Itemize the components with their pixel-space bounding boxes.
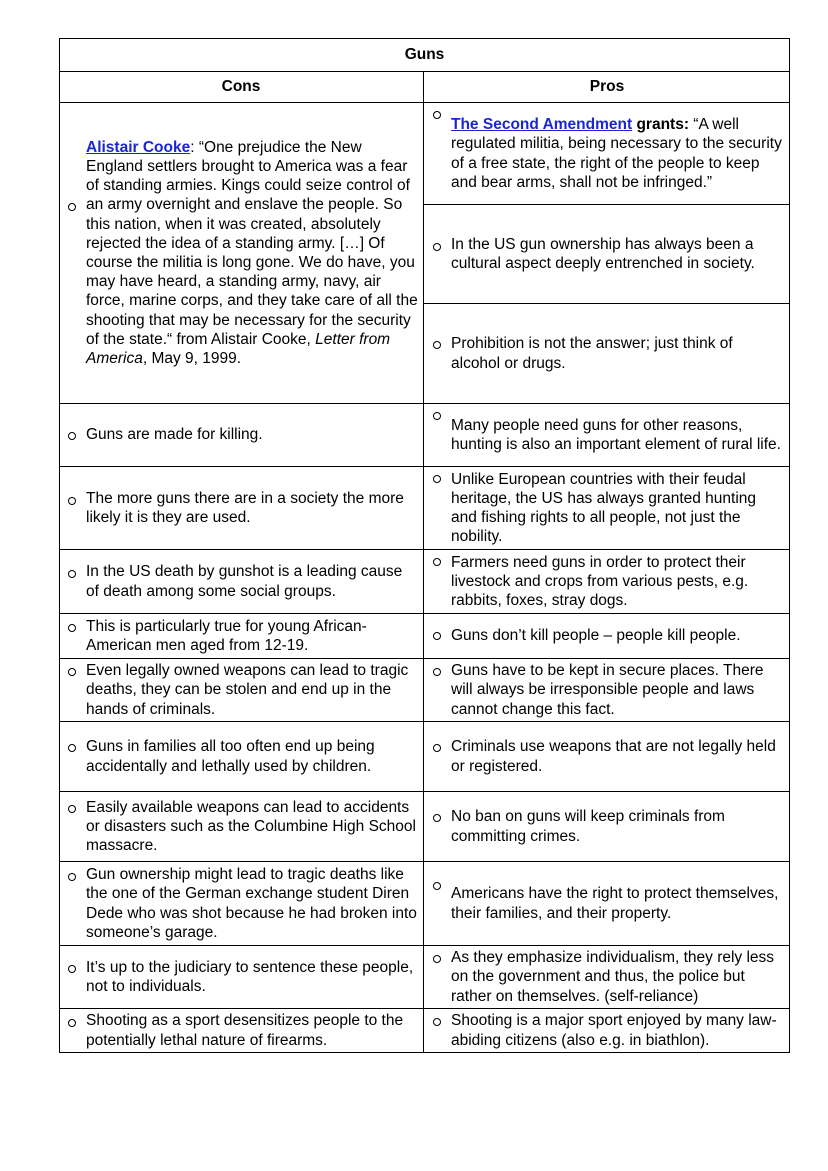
bullet-icon	[68, 497, 76, 505]
bullet-icon	[68, 203, 76, 211]
pros-item-3	[424, 304, 790, 403]
cons-item-10	[59, 946, 423, 1008]
source-title: Letter from America	[86, 330, 391, 368]
bullet-icon	[68, 1019, 76, 1027]
cons-item-text: It’s up to the judiciary to sentence these people, not to individuals.	[86, 958, 414, 995]
pros-item-12	[424, 946, 790, 1008]
pros-item-10	[424, 792, 790, 861]
alistair-cooke-link[interactable]: Alistair Cooke	[86, 138, 191, 156]
bullet-icon	[433, 814, 441, 822]
amendment-quote: “A well regulated militia, being necessary to the security of a free state, the right of the people to keep and bear arms, shall not be infringed.”	[451, 116, 782, 191]
cons-item-4	[59, 550, 423, 613]
bullet-icon	[433, 1018, 441, 1026]
bullet-icon	[68, 668, 76, 676]
pros-item-2	[424, 205, 790, 303]
pros-item-text: Many people need guns for other reasons, hunting is also an important element of rural life.	[451, 416, 781, 453]
guns-table	[59, 38, 790, 1053]
pros-item-7	[424, 614, 790, 658]
table-title: Guns	[404, 46, 445, 63]
cons-item-7	[59, 722, 423, 791]
cons-item-9	[59, 862, 423, 945]
cons-item-text: Gun ownership might lead to tragic deaths like the one of the German exchange student Diren Dede who was shot because he had broken into someone’s garage.	[86, 866, 417, 941]
pros-item-text: As they emphasize individualism, they rely less on the government and thus, the police but rather on themselves. (self-reliance)	[451, 949, 775, 1005]
pros-item-text: Prohibition is not the answer; just think of alcohol or drugs.	[451, 335, 733, 372]
cons-item-text: The more guns there are in a society the more likely it is they are used.	[86, 489, 404, 526]
bullet-icon	[433, 243, 441, 251]
bullet-icon	[68, 805, 76, 813]
cons-item-3	[59, 467, 423, 549]
pros-item-5	[424, 467, 790, 549]
bullet-icon	[68, 965, 76, 973]
bullet-icon	[68, 432, 76, 440]
pros-item-text: Guns don’t kill people – people kill people.	[451, 627, 741, 645]
table-border	[59, 1052, 790, 1053]
pros-item-text: Criminals use weapons that are not legally held or registered.	[451, 738, 776, 775]
bullet-icon	[68, 744, 76, 752]
cons-item-text: Guns are made for killing.	[86, 426, 263, 444]
pros-item-1	[424, 103, 790, 204]
pros-item-text: Unlike European countries with their feudal heritage, the US has always granted hunting and fishing rights to all people, not just the nobility.	[451, 470, 757, 546]
cons-item-2	[59, 404, 423, 466]
cons-item-6	[59, 659, 423, 721]
pros-header: Pros	[589, 78, 625, 95]
pros-item-text: No ban on guns will keep criminals from committing crimes.	[451, 808, 725, 845]
bullet-icon	[68, 570, 76, 578]
cons-item-1	[59, 103, 423, 403]
cons-item-text: This is particularly true for young African-American men aged from 12-19.	[86, 617, 367, 654]
cons-item-text: In the US death by gunshot is a leading cause of death among some social groups.	[86, 563, 403, 600]
grants-label: grants:	[632, 116, 689, 134]
cons-item-8	[59, 792, 423, 861]
bullet-icon	[433, 882, 441, 890]
bullet-icon	[433, 558, 441, 566]
pros-item-9	[424, 722, 790, 791]
second-amendment-link[interactable]: The Second Amendment	[451, 116, 633, 134]
bullet-icon	[433, 668, 441, 676]
cons-header: Cons	[221, 78, 261, 95]
pros-item-text: In the US gun ownership has always been a cultural aspect deeply entrenched in society.	[451, 235, 755, 272]
source-date: , May 9, 1999.	[142, 350, 242, 368]
bullet-icon	[433, 744, 441, 752]
pros-item-11	[424, 862, 790, 945]
bullet-icon	[433, 955, 441, 963]
bullet-icon	[68, 873, 76, 881]
cons-item-11	[59, 1009, 423, 1052]
pros-item-text	[451, 115, 785, 192]
bullet-icon	[433, 341, 441, 349]
pros-item-4	[424, 404, 790, 466]
pros-item-13	[424, 1009, 790, 1052]
pros-item-8	[424, 659, 790, 721]
bullet-icon	[68, 624, 76, 632]
cooke-quote: : “One prejudice the New England settlers brought to America was a fear of standing armies. Kings could seize control of an army overnight and enslave the people. So this nation, when it was created, absolutely rejected the idea of a standing army. […] Of course the militia is long gone. We do have, you may have heard, a standing army, navy, air force, marine corps, and they take care of all the shooting that may be necessary for the security of the state.“ from Alistair Cooke,	[86, 138, 418, 348]
bullet-icon	[433, 475, 441, 483]
pros-item-6	[424, 550, 790, 613]
bullet-icon	[433, 412, 441, 420]
bullet-icon	[433, 632, 441, 640]
pros-item-text: Farmers need guns in order to protect their livestock and crops from various pests, e.g. rabbits, foxes, stray dogs.	[451, 553, 749, 610]
cons-item-text: Shooting as a sport desensitizes people to the potentially lethal nature of firearms.	[86, 1012, 404, 1049]
bullet-icon	[433, 111, 441, 119]
cons-item-text: Easily available weapons can lead to accidents or disasters such as the Columbine High School massacre.	[86, 798, 416, 855]
cons-item-text: Even legally owned weapons can lead to tragic deaths, they can be stolen and end up in the hands of criminals.	[86, 662, 409, 718]
pros-item-text: Americans have the right to protect themselves, their families, and their property.	[451, 885, 779, 922]
pros-item-text: Guns have to be kept in secure places. There will always be irresponsible people and laws cannot change this fact.	[451, 662, 764, 718]
cons-item-5	[59, 614, 423, 658]
cons-item-text	[86, 138, 418, 368]
cons-item-text: Guns in families all too often end up being accidentally and lethally used by children.	[86, 738, 375, 775]
pros-item-text: Shooting is a major sport enjoyed by many law-abiding citizens (also e.g. in biathlon).	[451, 1012, 777, 1049]
